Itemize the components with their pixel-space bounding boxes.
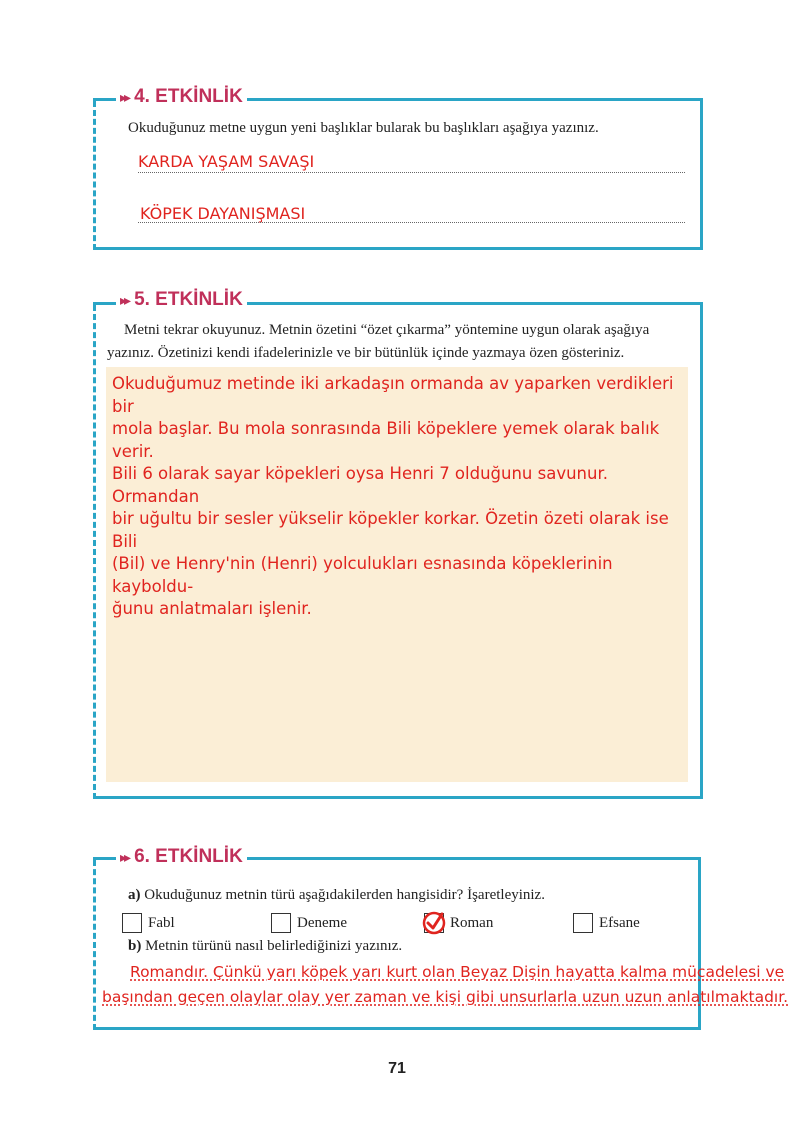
summary-line: bir uğultu bir sesler yükselir köpekler korkar. Özetin özeti olarak ise Bili	[112, 509, 669, 551]
activity-4-heading: 4. ETKİNLİK	[134, 86, 243, 107]
activity-5-heading: 5. ETKİNLİK	[134, 289, 243, 310]
option-label: Efsane	[599, 914, 640, 931]
question-a-label: a)	[128, 887, 141, 903]
activity-5-instruction-2: yazınız. Özetinizi kendi ifadelerinizle ve bir bütünlük içinde yazmaya özen gösteriniz.	[107, 345, 625, 361]
option-checkbox-checked[interactable]	[424, 913, 444, 933]
summary-line: Bili 6 olarak sayar köpekleri oysa Henri 7 olduğunu savunur. Ormandan	[112, 464, 608, 506]
answer-line-2	[138, 222, 685, 223]
question-a	[128, 884, 545, 906]
option-checkbox[interactable]	[573, 913, 593, 933]
page-number: 71	[388, 1060, 406, 1077]
question-a-text: Okuduğunuz metnin türü aşağıdakilerden hangisidir? İşaretleyiniz.	[144, 887, 545, 903]
double-arrow-icon: ▸▸	[120, 88, 129, 105]
activity-4-instruction: Okuduğunuz metne uygun yeni başlıklar bularak bu başlıkları aşağıya yazınız.	[128, 120, 599, 136]
option-checkbox[interactable]	[122, 913, 142, 933]
activity-5-title	[116, 289, 247, 311]
summary-line: (Bil) ve Henry'nin (Henri) yolculukları esnasında köpeklerinin kayboldu-	[112, 554, 613, 596]
option-checkbox[interactable]	[271, 913, 291, 933]
activity-4-answer-1: KARDA YAŞAM SAVAŞI	[138, 152, 315, 171]
summary-line: Okuduğumuz metinde iki arkadaşın ormanda av yaparken verdikleri bir	[112, 374, 674, 416]
question-b-answer-2: başından geçen olaylar olay yer zaman ve kişi gibi unsurlarla uzun uzun anlatılmaktadır.	[102, 988, 789, 1006]
activity-5-instruction-1: Metni tekrar okuyunuz. Metnin özetini “özet çıkarma” yöntemine uygun olarak aşağıya	[124, 322, 650, 338]
activity-6-title	[116, 846, 247, 868]
option-roman[interactable]	[424, 913, 493, 933]
answer-line-1	[138, 172, 685, 173]
option-fabl[interactable]	[122, 913, 175, 933]
question-b	[128, 935, 402, 957]
checkmark-icon	[421, 909, 447, 935]
summary-line: ğunu anlatmaları işlenir.	[112, 599, 312, 618]
option-label: Deneme	[297, 914, 347, 931]
activity-6-heading: 6. ETKİNLİK	[134, 846, 243, 867]
double-arrow-icon: ▸▸	[120, 848, 129, 865]
option-deneme[interactable]	[271, 913, 347, 933]
summary-line: mola başlar. Bu mola sonrasında Bili köpeklere yemek olarak balık verir.	[112, 419, 660, 461]
option-label: Fabl	[148, 914, 175, 931]
double-arrow-icon: ▸▸	[120, 291, 129, 308]
option-efsane[interactable]	[573, 913, 640, 933]
question-b-label: b)	[128, 938, 142, 954]
option-label: Roman	[450, 914, 494, 931]
question-b-text: Metnin türünü nasıl belirlediğinizi yazınız.	[145, 938, 403, 954]
activity-4-title	[116, 86, 247, 108]
activity-4-answer-2: KÖPEK DAYANIŞMASI	[140, 204, 306, 223]
summary-text	[112, 373, 688, 621]
question-b-answer-1: Romandır. Çünkü yarı köpek yarı kurt olan Beyaz Dişin hayatta kalma mücadelesi ve	[130, 963, 785, 981]
